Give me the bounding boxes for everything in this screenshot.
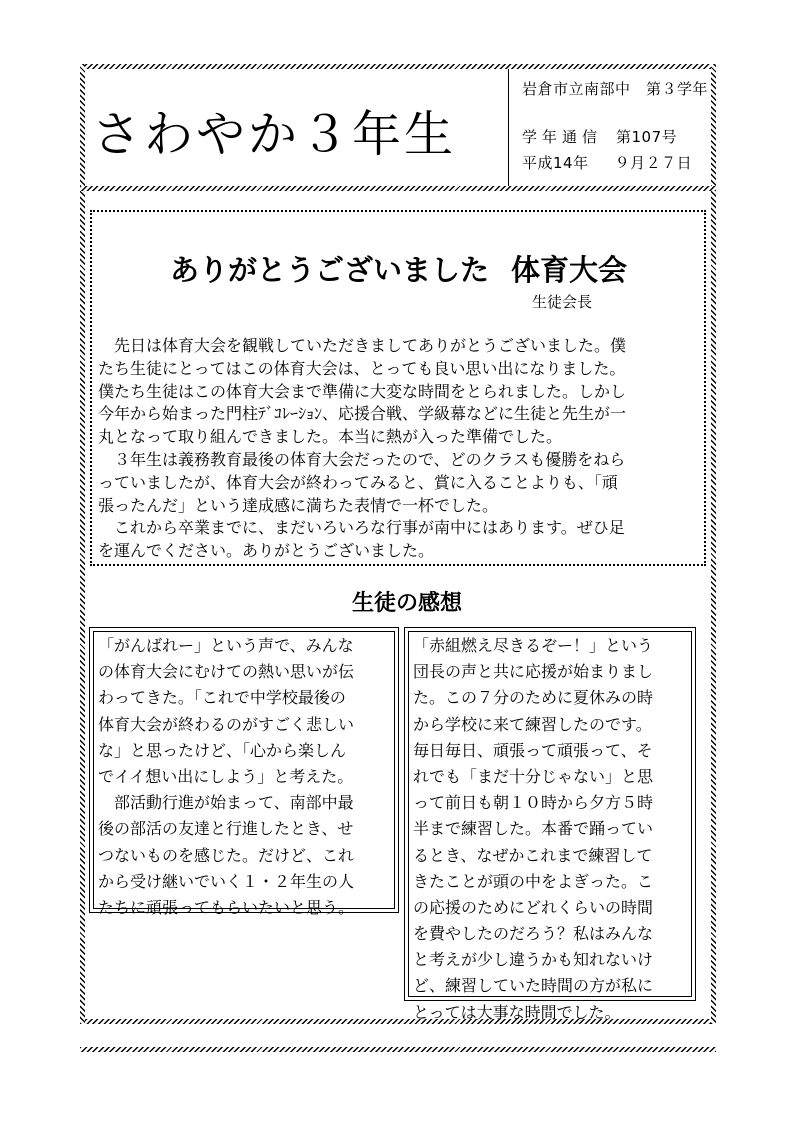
article-line: たち生徒にとってはこの体育大会は、とっても良い思い出になりました。: [98, 358, 626, 378]
headline-sub: 体育大会: [511, 253, 628, 287]
article-signer: 生徒会長: [532, 293, 593, 311]
article-line: っていましたが、体育大会が終わってみると、賞に入ることよりも、「頑: [98, 472, 618, 492]
newsletter-title: さわやか３年生: [92, 106, 457, 163]
article-line: 僕たち生徒はこの体育大会まで準備に大変な時間をとられました。しかし: [98, 381, 627, 401]
issue-number: 第107号: [616, 128, 678, 146]
impression-line: 部活動行進が始まって、南部中最: [98, 793, 354, 813]
impression-line: の体育大会にむけての熱い思いが伝: [98, 662, 355, 682]
impression-line: から受け継いでいく１・２年生の人: [98, 871, 355, 891]
article-line: 張ったんだ」という達成感に満ちた表情で一杯でした。: [98, 495, 499, 515]
article-line: ３年生は義務教育最後の体育大会だったので、どのクラスも優勝をねら: [98, 449, 626, 469]
impression-line: 体育大会が終わるのがすごく悲しい: [98, 714, 355, 734]
article-line: 今年から始まった門柱ﾃﾞｺﾚｰｼｮﾝ、応援合戦、学級幕などに生徒と先生が一: [98, 404, 627, 424]
article-line: 先日は体育大会を観戦していただきましてありがとうございました。僕: [98, 336, 627, 355]
article-line: これから卒業までに、まだいろいろな行事が南中にはあります。ぜひ足: [98, 518, 625, 538]
date-day: ９月２７日: [614, 154, 693, 172]
impression-right-text: [413, 633, 653, 1026]
impression-line: わってきた。「これで中学校最後の: [98, 688, 346, 708]
impression-line: でイイ想い出にしよう」と考えた。: [98, 766, 354, 786]
masthead-divider: [80, 186, 716, 191]
newsletter-name: 学年通信: [522, 128, 603, 146]
article-line: を運んでください。ありがとうございました。: [98, 541, 435, 561]
impression-line: 「がんばれー」という声で、みんな: [98, 636, 354, 655]
frame-right-border: [711, 64, 716, 1024]
impression-line: 半まで練習した。本番で踊ってい: [413, 819, 654, 839]
impression-line: た。この７分のために夏休みの時: [413, 688, 654, 708]
issue-date: [522, 152, 692, 173]
article-line: 丸となって取り組んできました。本当に熱が入った準備でした。: [98, 427, 563, 447]
impression-line: れでも「まだ十分じゃない」と思: [413, 766, 654, 786]
school-grade: 岩倉市立南部中 第３学年: [522, 80, 709, 98]
impression-line: と考えが少し違うかも知れないけ: [413, 950, 654, 970]
impression-line: とっては大事な時間でした。: [413, 1002, 621, 1022]
impression-line: から学校に来て練習したのです。: [413, 714, 652, 734]
date-year: 平成14年: [522, 154, 589, 172]
impression-line: 毎日毎日、頑張って頑張って、そ: [413, 740, 653, 760]
impression-line: 後の部活の友達と行進したとき、せ: [98, 819, 354, 839]
frame-left-border: [80, 64, 85, 1024]
impression-line: たちに頑張ってもらいたいと思う。: [98, 897, 355, 917]
article-headline: [170, 248, 627, 289]
impression-line: を費やしたのだろう？私はみんな: [413, 924, 654, 944]
newsletter-issue: [522, 126, 677, 147]
article-body: [98, 335, 702, 563]
impression-line: 「赤組燃え尽きるぞー！」という: [413, 636, 654, 655]
impression-line: って前日も朝１０時から夕方５時: [413, 793, 654, 813]
impression-line: きたことが頭の中をよぎった。こ: [413, 871, 654, 891]
impression-line: 団長の声と共に応援が始まりまし: [413, 662, 654, 682]
impression-line: るとき、なぜかこれまで練習して: [413, 845, 653, 865]
masthead-separator: [508, 69, 509, 186]
impression-left-text: [98, 633, 354, 921]
impression-line: な」と思ったけど、「心から楽しん: [98, 740, 347, 760]
impression-line: つないものを感じた。だけど、これ: [98, 845, 355, 865]
impressions-heading: 生徒の感想: [352, 591, 463, 616]
headline-main: ありがとうございました: [170, 253, 490, 287]
impression-line: ど、練習していた時間の方が私に: [413, 976, 654, 996]
impression-line: の応援のためにどれくらいの時間: [413, 897, 654, 917]
frame-top-border: [80, 64, 716, 69]
footer-rule: [80, 1047, 716, 1052]
